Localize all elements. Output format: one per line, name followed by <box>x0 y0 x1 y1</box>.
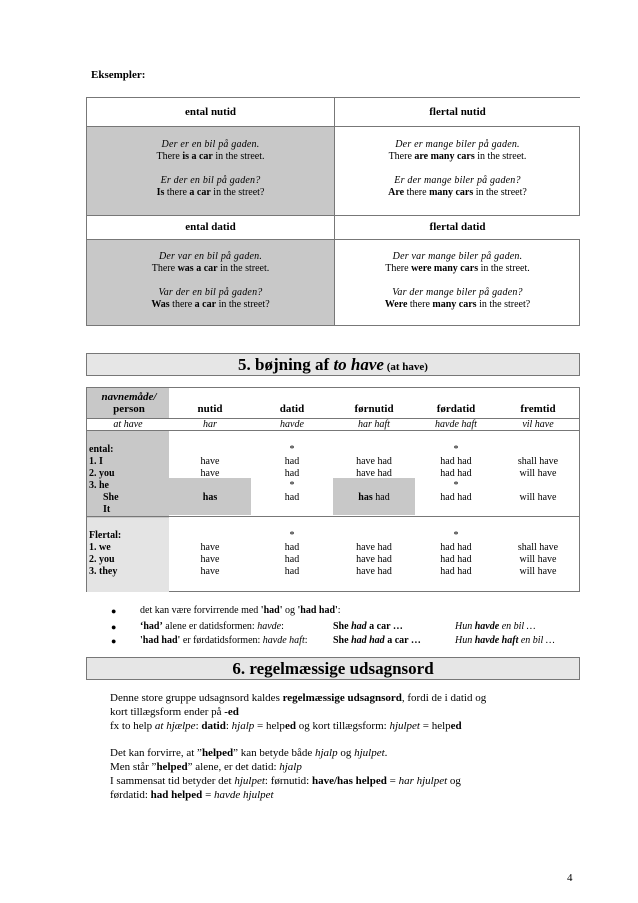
person-2: 2. you <box>89 468 115 479</box>
form: had <box>284 468 300 479</box>
persons-ental <box>89 444 119 516</box>
paragraph-line: førdatid: had helped = havde hjulpet <box>110 789 274 801</box>
section-6-heading <box>86 657 580 680</box>
section-5-heading <box>86 353 580 376</box>
form: have <box>200 456 220 467</box>
form: shall have <box>517 456 559 467</box>
form: had <box>284 566 300 577</box>
header-datid: datid <box>279 403 305 415</box>
bullet-icon: ● <box>111 606 117 616</box>
paragraph-line: I sammensat tid betyder det hjulpet: førnutid: have/has helped = har hjulpet og <box>110 775 461 787</box>
datid-flertal <box>251 530 333 578</box>
sentence-da: Der var en bil på gaden. <box>158 251 263 262</box>
form: have had <box>356 566 392 577</box>
label-ental: ental: <box>89 444 114 455</box>
nutid-ental <box>169 456 251 504</box>
sentence-da: Er der mange biler på gaden? <box>394 175 521 186</box>
fornutid-ental <box>333 456 415 504</box>
sentence-en: There was a car in the street. <box>151 263 270 274</box>
bullet-3-example-da: Hun havde haft en bil … <box>455 635 555 646</box>
bullet-3: 'had had' er førdatidsformen: havde haft: <box>140 635 308 646</box>
form: had had <box>440 492 472 503</box>
bullet-icon: ● <box>111 636 117 646</box>
form: had had <box>440 468 472 479</box>
form-has: has <box>202 492 218 503</box>
sentence-en: There is a car in the street. <box>156 151 265 162</box>
bullet-3-example-en: She had had a car … <box>333 635 421 646</box>
paragraph-line: Denne store gruppe udsagnsord kaldes regelmæssige udsagnsord, fordi de i datid og <box>110 692 487 704</box>
header-ental-nutid: ental nutid <box>87 98 334 126</box>
paragraph-line: kort tillægsform ender på -ed <box>110 706 239 718</box>
form: have <box>200 468 220 479</box>
header-flertal-datid: flertal datid <box>335 216 580 239</box>
fornutid-flertal <box>333 542 415 578</box>
form: had <box>284 492 300 503</box>
fordatid-flertal <box>415 530 497 578</box>
asterisk: * <box>453 480 459 491</box>
header-fornutid: førnutid <box>354 403 394 415</box>
cell-ental-nutid <box>87 127 334 215</box>
form: have <box>200 554 220 565</box>
conjugation-table <box>86 387 580 592</box>
sub-person: at have <box>113 419 143 430</box>
sentence-da: Der er mange biler på gaden. <box>395 139 520 150</box>
cell-flertal-nutid <box>335 127 580 215</box>
sentence-da: Var der mange biler på gaden? <box>392 287 523 298</box>
person-2-plural: 2. you <box>89 554 115 565</box>
sub-datid: havde <box>280 419 304 430</box>
form: have <box>200 542 220 553</box>
sentence-en: Is there a car in the street? <box>156 187 265 198</box>
sub-nutid: har <box>203 419 217 430</box>
form: shall have <box>517 542 559 553</box>
asterisk: * <box>453 444 459 455</box>
asterisk: * <box>289 530 295 541</box>
fremtid-flertal <box>497 542 579 578</box>
section-5-verb: to have <box>333 355 384 374</box>
person-1: 1. I <box>89 456 103 467</box>
person-3-it: It <box>103 504 111 515</box>
header-nutid: nutid <box>197 403 223 415</box>
header-fordatid: førdatid <box>436 403 476 415</box>
header-fremtid: fremtid <box>520 403 556 415</box>
form: will have <box>519 554 557 565</box>
form: had <box>284 542 300 553</box>
bullet-icon: ● <box>111 622 117 632</box>
sentence-en: Are there many cars in the street? <box>388 187 527 198</box>
sub-fremtid: vil have <box>522 419 554 430</box>
form: have had <box>356 554 392 565</box>
paragraph-line: Det kan forvirre, at ”helped” kan betyde både hjalp og hjulpet. <box>110 747 388 759</box>
sentence-en: There were many cars in the street. <box>385 263 530 274</box>
form: had had <box>440 542 472 553</box>
nutid-flertal <box>169 542 251 578</box>
examples-table <box>86 97 580 326</box>
asterisk: * <box>289 444 295 455</box>
form: have had <box>356 542 392 553</box>
bullet-1: det kan være forvirrende med 'had' og 'had had': <box>140 605 341 616</box>
person-3: 3. he <box>89 480 109 491</box>
sentence-da: Der er en bil på gaden. <box>161 139 260 150</box>
header-person-line2: person <box>113 403 145 415</box>
persons-flertal <box>89 530 121 578</box>
form: will have <box>519 566 557 577</box>
datid-ental <box>251 444 333 504</box>
form: will have <box>519 492 557 503</box>
form: have had <box>356 456 392 467</box>
form: had had <box>440 456 472 467</box>
form: had <box>284 456 300 467</box>
form-has-had: has had <box>358 492 390 503</box>
person-3-plural: 3. they <box>89 566 118 577</box>
paragraph-line: Men står ”helped” alene, er det datid: hjalp <box>110 761 302 773</box>
bullet-2: ‘had’ alene er datidsformen: havde: <box>140 621 284 632</box>
page-number: 4 <box>567 872 573 884</box>
form: had had <box>440 566 472 577</box>
fordatid-ental <box>415 444 497 504</box>
cell-ental-datid <box>87 240 334 325</box>
paragraph-line: fx to help at hjælpe: datid: hjalp = helped og kort tillægsform: hjulpet = helped <box>110 720 462 732</box>
sentence-da: Er der en bil på gaden? <box>160 175 261 186</box>
section-5-title: 5. bøjning af <box>238 355 334 374</box>
bullet-2-example-da: Hun havde en bil … <box>455 621 536 632</box>
header-ental-datid: ental datid <box>87 216 334 239</box>
header-flertal-nutid: flertal nutid <box>335 98 580 126</box>
sub-fordatid: havde haft <box>435 419 477 430</box>
bullet-2-example-en: She had a car … <box>333 621 403 632</box>
sentence-en: Were there many cars in the street? <box>384 299 531 310</box>
asterisk: * <box>289 480 295 491</box>
header-person-line1: navnemåde/ <box>101 391 157 403</box>
form: had <box>284 554 300 565</box>
sentence-da: Var der en bil på gaden? <box>158 287 263 298</box>
asterisk: * <box>453 530 459 541</box>
header-person <box>89 391 169 415</box>
section-5-subtitle: (at have) <box>383 361 428 373</box>
person-3-she: She <box>103 492 119 503</box>
sentence-en: There are many cars in the street. <box>388 151 527 162</box>
form: have <box>200 566 220 577</box>
form: had had <box>440 554 472 565</box>
sentence-da: Der var mange biler på gaden. <box>392 251 523 262</box>
cell-flertal-datid <box>335 240 580 325</box>
examples-heading: Eksempler: <box>91 69 146 81</box>
sentence-en: Was there a car in the street? <box>151 299 270 310</box>
form: have had <box>356 468 392 479</box>
label-flertal: Flertal: <box>89 530 122 541</box>
flertal-column <box>334 98 580 325</box>
sub-fornutid: har haft <box>358 419 390 430</box>
ental-column <box>87 98 334 325</box>
person-1-plural: 1. we <box>89 542 111 553</box>
section-6-title: 6. regelmæssige udsagnsord <box>232 659 434 678</box>
fremtid-ental <box>497 456 579 504</box>
form: will have <box>519 468 557 479</box>
